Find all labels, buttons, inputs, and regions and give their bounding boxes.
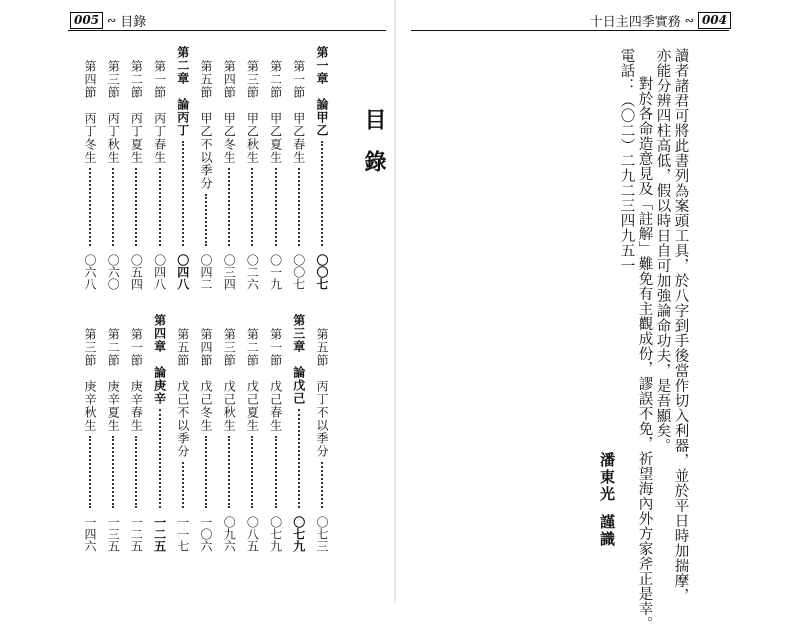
toc-page-number: 〇七九: [268, 516, 283, 552]
author-name: 潘東光: [598, 452, 616, 503]
toc-leader-dots: [228, 168, 230, 246]
toc-page-number: 一一七: [175, 516, 190, 552]
author-suffix: 謹識: [598, 514, 616, 548]
toc-page-number: 〇一九: [268, 254, 283, 290]
preface-line: 對於各命造意見及「註解」難免有主觀成份，謬誤不免，祈望海內外方家斧正是幸。: [636, 76, 653, 631]
toc-section-title: 第三節 丙丁秋生: [106, 60, 121, 164]
toc-section-title: 第一節 丙丁春生: [152, 60, 167, 164]
preface-line: 電話：（〇二）二九二三四九五一: [618, 48, 635, 273]
toc-section-title: 第五節 丙丁不以季分: [315, 328, 329, 458]
toc-leader-dots: [159, 409, 161, 508]
toc-chapter-title: 第一章 論甲乙: [315, 46, 329, 137]
toc-leader-dots: [135, 168, 137, 246]
toc-leader-dots: [228, 436, 230, 508]
toc-page-number: 〇六八: [83, 254, 97, 290]
toc-page-number: 〇四二: [199, 254, 213, 290]
toc-page-number: 〇四八: [175, 254, 190, 290]
right-header-title: 十日主四季實務: [589, 14, 681, 30]
toc-leader-dots: [182, 462, 184, 508]
toc-section-title: 第三節 戊己秋生: [222, 328, 237, 432]
toc-leader-dots: [275, 436, 277, 508]
toc-chapter-title: 第四章 論庚辛: [152, 314, 167, 405]
toc-section-title: 第一節 戊己春生: [268, 328, 283, 432]
left-page: [0, 0, 396, 603]
ornament-icon: ∾: [684, 13, 694, 27]
toc-leader-dots: [135, 436, 137, 508]
toc-page-number: 〇九六: [222, 516, 237, 552]
toc-page-number: 〇〇七: [291, 254, 306, 290]
toc-section-title: 第二節 庚辛夏生: [106, 328, 121, 432]
toc-leader-dots: [321, 141, 323, 246]
toc-section-title: 第三節 庚辛秋生: [83, 328, 97, 432]
toc-leader-dots: [112, 168, 114, 246]
right-page: [361, 0, 793, 631]
toc-page-number: 一二五: [129, 516, 144, 552]
preface-line: 亦能分辨四柱高低，假以時日自可加強論命功夫，是吾顯矣。: [654, 48, 671, 453]
toc-heading: 目錄: [361, 108, 387, 192]
toc-leader-dots: [182, 141, 184, 246]
toc-section-title: 第三節 甲乙秋生: [245, 60, 260, 164]
toc-chapter-title: 第三章 論戊己: [291, 314, 306, 405]
toc-leader-dots: [112, 436, 114, 508]
toc-leader-dots: [251, 436, 253, 508]
toc-page-number: 〇六〇: [106, 254, 121, 290]
toc-section-title: 第四節 戊己冬生: [199, 328, 213, 432]
toc-section-title: 第一節 甲乙春生: [291, 60, 306, 164]
toc-section-title: 第五節 甲乙不以季分: [199, 60, 213, 190]
toc-page-number: 〇七九: [291, 516, 306, 552]
toc-section-title: 第四節 丙丁冬生: [83, 60, 97, 164]
toc-page-number: 一三五: [106, 516, 121, 552]
toc-page-number: 一二五: [152, 516, 167, 552]
toc-section-title: 第二節 戊己夏生: [245, 328, 260, 432]
toc-leader-dots: [251, 168, 253, 246]
left-page-number: 005: [70, 12, 103, 29]
toc-page-number: 〇八五: [245, 516, 260, 552]
toc-leader-dots: [298, 168, 300, 246]
right-page-number: 004: [698, 12, 731, 29]
toc-page-number: 〇五四: [129, 254, 144, 290]
toc-page-number: 〇七三: [315, 516, 329, 552]
left-running-head: [70, 10, 146, 30]
toc-leader-dots: [298, 409, 300, 508]
toc-chapter-title: 第二章 論丙丁: [175, 46, 190, 137]
preface-line: 讀者諸君可將此書列為案頭工具，於八字到手後當作切入利器，並於平日時加揣摩，: [672, 48, 689, 603]
toc-page-number: 一〇六: [199, 516, 213, 552]
left-header-title: 目錄: [120, 14, 147, 30]
toc-leader-dots: [205, 436, 207, 508]
toc-page-number: 〇四八: [152, 254, 167, 290]
toc-leader-dots: [159, 168, 161, 246]
right-running-head: [590, 10, 731, 30]
toc-section-title: 第二節 丙丁夏生: [129, 60, 144, 164]
toc-section-title: 第一節 庚辛春生: [129, 328, 144, 432]
toc-leader-dots: [89, 436, 91, 508]
toc-leader-dots: [205, 194, 207, 246]
toc-section-title: 第二節 甲乙夏生: [268, 60, 283, 164]
toc-section-title: 第四節 甲乙冬生: [222, 60, 237, 164]
toc-page-number: 一四六: [83, 516, 97, 552]
toc-section-title: 第五節 戊己不以季分: [175, 328, 190, 458]
right-header-rule: [411, 30, 729, 31]
toc-page-number: 〇〇七: [315, 254, 329, 290]
ornament-icon: ∾: [107, 13, 117, 27]
toc-leader-dots: [321, 462, 323, 508]
toc-leader-dots: [89, 168, 91, 246]
toc-leader-dots: [275, 168, 277, 246]
toc-page-number: 〇三四: [222, 254, 237, 290]
left-header-rule: [68, 30, 386, 31]
toc-page-number: 〇二六: [245, 254, 260, 290]
